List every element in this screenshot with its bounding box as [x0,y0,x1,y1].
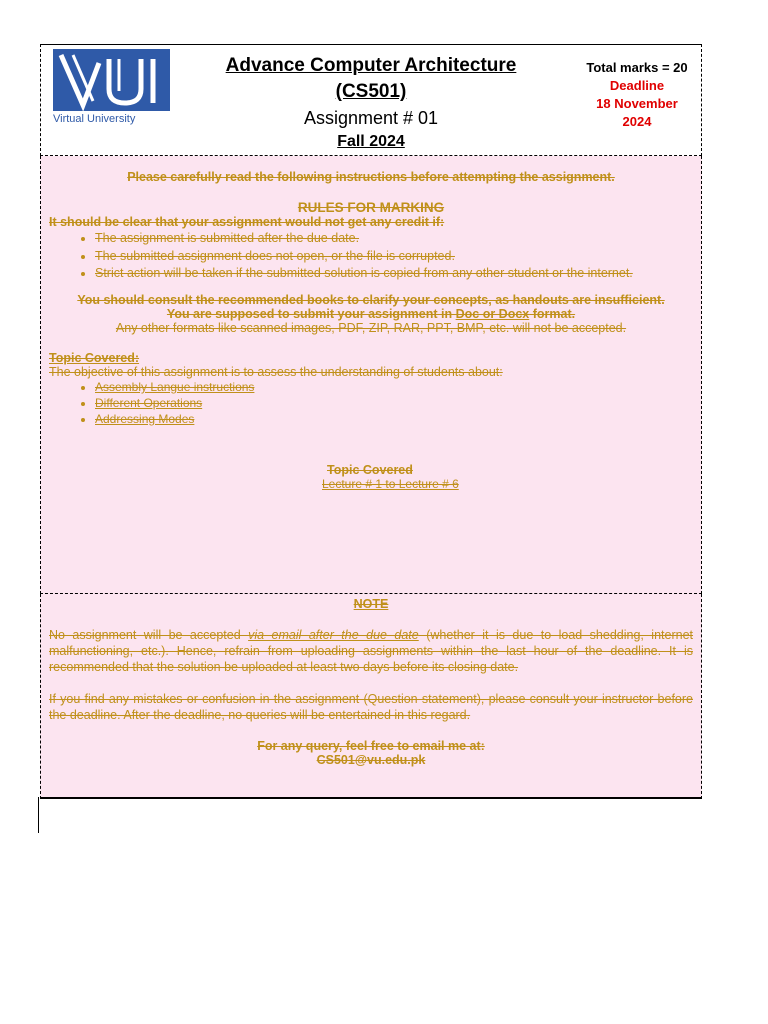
deadline-year: 2024 [622,114,652,129]
format-doc: Doc or Docx [455,307,530,321]
intro-text: Please carefully read the following instructions before attempting the assignment. [127,170,615,184]
note-paragraph-2: If you find any mistakes or confusion in the assignment (Question statement), please consult your instructor before the deadline. After the deadline, no queries will be entertained in this regard. [49,692,693,722]
title-block [191,53,551,153]
lectures-text: Lecture # 1 to Lecture # 6 [322,477,459,491]
deadline-label: Deadline [609,78,665,93]
rules-list [49,229,693,281]
term: Fall 2024 [337,133,405,150]
no-credit-text: It should be clear that your assignment would not get any credit if: [49,215,445,229]
other-formats-text: Any other formats like scanned images, PDF, ZIP, RAR, PPT, BMP, etc. will not be accepted. [115,321,627,335]
note-heading: NOTE [353,597,389,611]
list-item: • Addressing Modes [95,411,693,427]
list-item: • Assembly Langue instructions [95,379,693,395]
topic-heading: Topic Covered: [49,351,140,365]
consult-text: You should consult the recommended books to clarify your concepts, as handouts are insufficient. [77,293,665,307]
topics-list [49,379,693,427]
course-title: Advance Computer Architecture [225,55,517,76]
margin-line [38,797,39,833]
logo-text: Virtual University [53,113,136,125]
instructions-panel [40,156,702,594]
list-item: • Strict action will be taken if the submitted solution is copied from any other student or the internet. [95,265,693,281]
total-marks: Total marks = 20 [586,60,688,75]
format-text: You are supposed to submit your assignment in Doc or Docx format. [166,307,576,321]
objective-text: The objective of this assignment is to assess the understanding of students about: [49,365,503,379]
course-code: (CS501) [335,81,407,102]
list-item: • The submitted assignment does not open, or the file is corrupted. [95,247,693,265]
assignment-number: Assignment # 01 [303,108,439,128]
vu-logo [53,49,173,125]
list-item: • Different Operations [95,395,693,411]
note-panel [40,594,702,799]
list-item: • The assignment is submitted after the due date. [95,229,693,247]
deadline-date: 18 November [596,96,678,111]
contact-email[interactable]: CS501@vu.edu.pk [316,753,426,767]
rules-heading: RULES FOR MARKING [297,200,445,215]
note-emphasis: via email after the due date [248,628,419,642]
marks-block [577,59,697,131]
note-paragraph-1: No assignment will be accepted via email after the due date (whether it is due to load shedding, internet malfunctioning, etc.). Hence, refrain from uploading assignments within the last hour of the deadline. It is recommended that the solution be uploaded at least two days before its closing date. [49,628,694,674]
contact-text: For any query, feel free to email me at: [257,739,485,753]
assignment-document [40,44,702,799]
header-box [40,44,702,156]
topic-covered-heading: Topic Covered [327,463,413,477]
vu-logo-mark-icon [53,49,170,111]
